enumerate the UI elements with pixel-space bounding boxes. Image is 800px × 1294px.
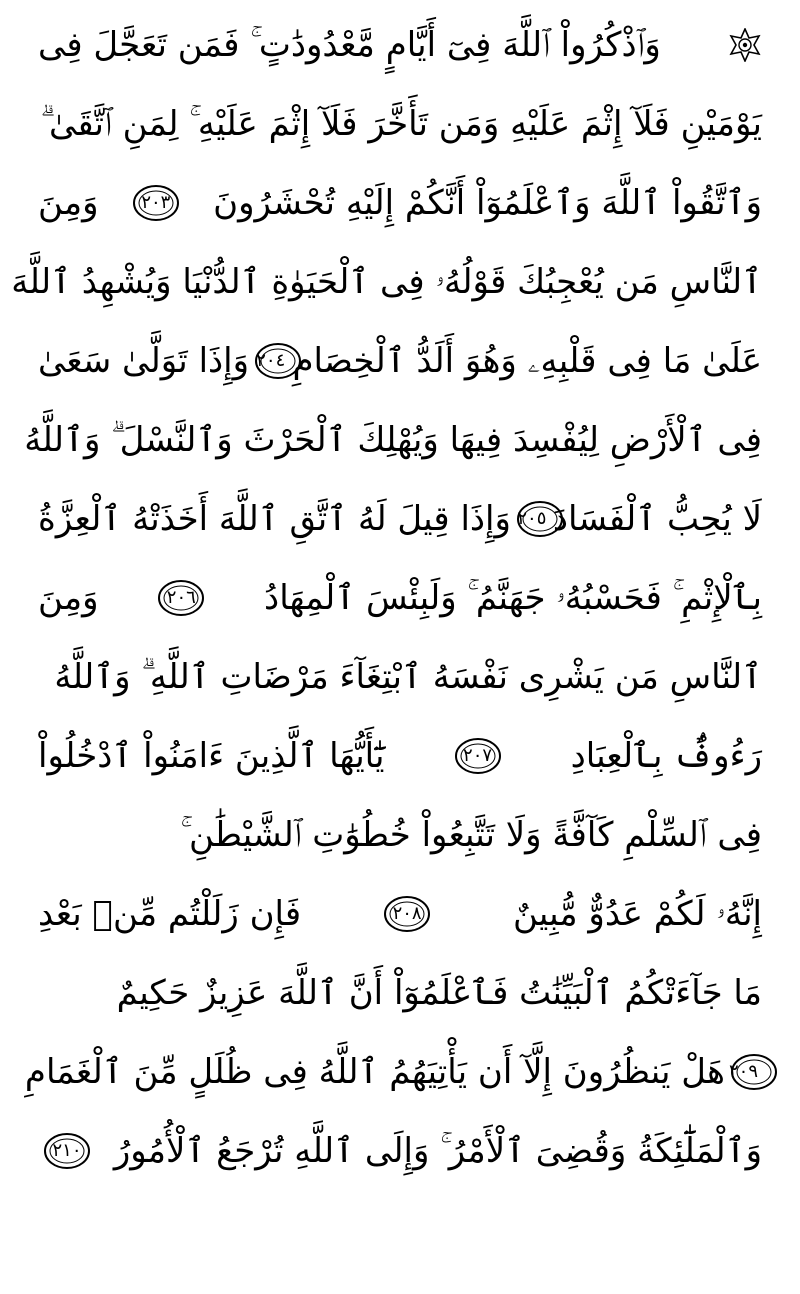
verse-text: وَإِذَا تَوَلَّىٰ سَعَىٰ bbox=[38, 341, 250, 381]
verse-text: وَمِنَ bbox=[38, 578, 99, 618]
ayah-number-marker bbox=[729, 1052, 758, 1092]
verse-text: وَمِنَ bbox=[38, 183, 99, 223]
verse-text: فَإِن زَلَلْتُم مِّنۢ بَعْدِ bbox=[38, 894, 302, 934]
ayah-number-marker bbox=[42, 1131, 92, 1171]
ayah-number-marker bbox=[253, 341, 288, 381]
ayah-number: ٢٠٥ bbox=[517, 508, 547, 529]
text-line bbox=[38, 796, 762, 874]
verse-text: هَلْ يَنظُرُونَ إِلَّآ أَن يَأْتِيَهُمُ ٱللَّهُ فِى ظُلَلٍ مِّنَ ٱلْغَمَامِ bbox=[24, 1052, 725, 1092]
ayah-number: ٢٠٣ bbox=[141, 192, 171, 213]
verse-text: وَٱلْمَلَٰٓئِكَةُ وَقُضِىَ ٱلْأَمْرُ ۚ وَإِلَى ٱللَّهِ تُرْجَعُ ٱلْأُمُورُ bbox=[113, 1131, 762, 1171]
verse-text: مَا جَآءَتْكُمُ ٱلْبَيِّنَٰتُ فَٱعْلَمُوٓاْ أَنَّ ٱللَّهَ عَزِيزٌ حَكِيمٌ bbox=[116, 973, 762, 1013]
verse-text: إِنَّهُۥ لَكُمْ عَدُوٌّ مُّبِينٌ bbox=[513, 894, 762, 934]
ayah-number-marker bbox=[382, 894, 432, 934]
ayah-number: ٢١٠ bbox=[52, 1140, 82, 1161]
text-line bbox=[38, 6, 762, 84]
ayah-number: ٢٠٨ bbox=[392, 903, 422, 924]
text-line bbox=[38, 954, 762, 1032]
ayah-number: ٢٠٧ bbox=[463, 745, 493, 766]
text-line bbox=[24, 1033, 762, 1111]
ayah-number-marker bbox=[156, 578, 206, 618]
verse-text: عَلَىٰ مَا فِى قَلْبِهِۦ وَهُوَ أَلَدُّ ٱلْخِصَامِ bbox=[292, 341, 762, 381]
verse-text: وَٱتَّقُواْ ٱللَّهَ وَٱعْلَمُوٓاْ أَنَّكُمْ إِلَيْهِ تُحْشَرُونَ bbox=[213, 183, 762, 223]
verse-text: وَإِذَا قِيلَ لَهُ ٱتَّقِ ٱللَّهَ أَخَذَتْهُ ٱلْعِزَّةُ bbox=[38, 499, 511, 539]
text-line bbox=[38, 480, 762, 558]
text-line bbox=[38, 875, 762, 953]
text-line bbox=[38, 638, 762, 716]
text-line bbox=[11, 243, 762, 321]
ayah-number-marker bbox=[131, 183, 181, 223]
verse-text: رَءُوفٌۢ بِٱلْعِبَادِ bbox=[570, 736, 762, 776]
text-line bbox=[24, 401, 762, 479]
rub-el-hizb-icon bbox=[728, 28, 762, 62]
text-line bbox=[38, 322, 762, 400]
verse-text: فِى ٱلْأَرْضِ لِيُفْسِدَ فِيهَا وَيُهْلِكَ ٱلْحَرْثَ وَٱلنَّسْلَ ۗ وَٱللَّهُ bbox=[24, 420, 762, 460]
ayah-number-marker bbox=[453, 736, 503, 776]
ayah-number: ٢٠٤ bbox=[256, 350, 286, 371]
verse-text: وَٱذْكُرُواْ ٱللَّهَ فِىٓ أَيَّامٍ مَّعْدُودَٰتٍ ۚ فَمَن تَعَجَّلَ فِى bbox=[38, 25, 661, 65]
verse-text: بِٱلْإِثْمِ ۚ فَحَسْبُهُۥ جَهَنَّمُ ۚ وَلَبِئْسَ ٱلْمِهَادُ bbox=[264, 578, 762, 618]
verse-text: ٱلنَّاسِ مَن يُعْجِبُكَ قَوْلُهُۥ فِى ٱلْحَيَوٰةِ ٱلدُّنْيَا وَيُشْهِدُ ٱللَّهَ bbox=[11, 262, 762, 302]
text-line bbox=[38, 559, 762, 637]
verse-text: ٱلنَّاسِ مَن يَشْرِى نَفْسَهُ ٱبْتِغَآءَ مَرْضَاتِ ٱللَّهِ ۗ وَٱللَّهُ bbox=[54, 657, 762, 697]
text-line bbox=[38, 164, 762, 242]
text-line bbox=[38, 85, 762, 163]
verse-text: فِى ٱلسِّلْمِ كَآفَّةً وَلَا تَتَّبِعُواْ خُطُوَٰتِ ٱلشَّيْطَٰنِ ۚ bbox=[180, 815, 762, 855]
text-line bbox=[38, 717, 762, 795]
verse-text: لَا يُحِبُّ ٱلْفَسَادَ bbox=[552, 499, 762, 539]
verse-text: يَٰٓأَيُّهَا ٱلَّذِينَ ءَامَنُواْ ٱدْخُلُواْ bbox=[38, 736, 385, 776]
ayah-number-marker bbox=[515, 499, 549, 539]
text-line bbox=[38, 1112, 762, 1190]
verse-text: يَوْمَيْنِ فَلَآ إِثْمَ عَلَيْهِ وَمَن تَأَخَّرَ فَلَآ إِثْمَ عَلَيْهِ ۚ لِمَنِ ٱتَّقَىٰ ۗ bbox=[40, 104, 762, 144]
ayah-number: ٢٠٩ bbox=[728, 1061, 758, 1082]
ayah-number: ٢٠٦ bbox=[166, 587, 196, 608]
